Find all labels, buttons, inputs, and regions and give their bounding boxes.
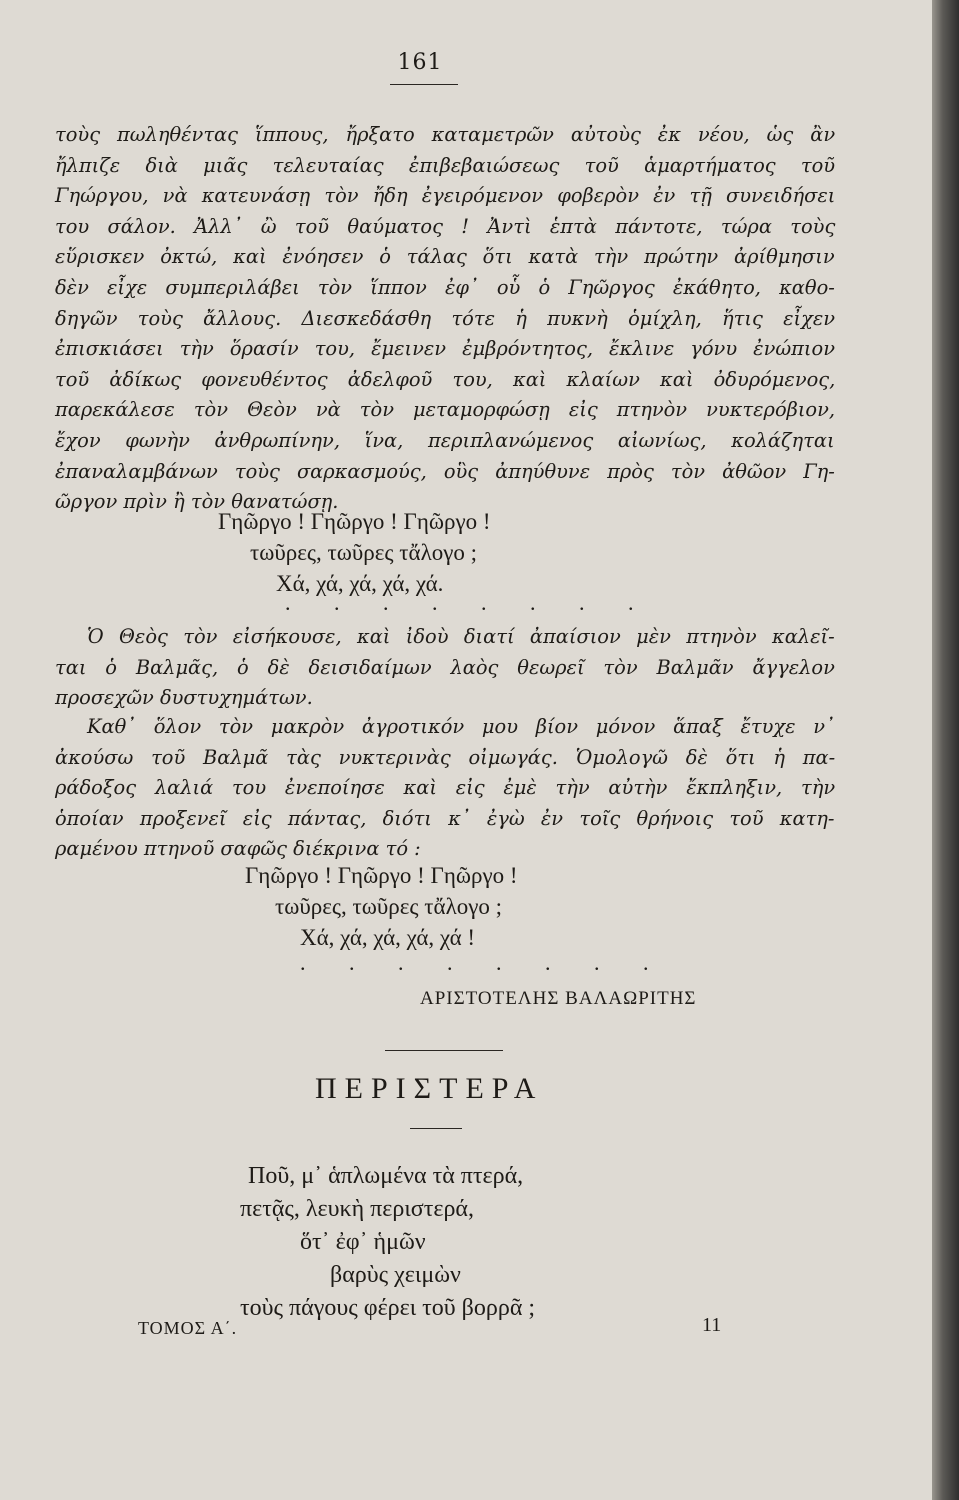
text-line: ἐπαναλαμβάνων τοὺς σαρκασμούς, οὓς ἀπηύθυνε πρὸς τὸν ἀθῶον Γη- xyxy=(55,459,835,483)
text-line: ράδοξος λαλιά του ἐνεποίησε καὶ εἰς ἐμὲ τὴν αὐτὴν ἔκπληξιν, τὴν xyxy=(55,776,836,800)
text-line: ῶργον πρὶν ἢ τὸν θανατώσῃ. xyxy=(55,490,339,514)
verse-line: τωῦρες, τωῦρες τἄλογο ; xyxy=(250,540,478,565)
page-number: 161 xyxy=(397,50,443,75)
text-line: προσεχῶν δυστυχημάτων. xyxy=(55,686,313,710)
author-signature: ΑΡΙΣΤΟΤΕΛΗΣ ΒΑΛΑΩΡΙΤΗΣ xyxy=(420,988,697,1009)
ellipsis-dots: . . . . . . . . xyxy=(300,950,668,975)
paragraph-2 xyxy=(55,622,835,714)
text-line: ἔχον φωνὴν ἀνθρωπίνην, ἵνα, περιπλανώμενος αἰωνίως, κολάζηται xyxy=(55,428,835,452)
verse-line: Χά, χά, χά, χά, χά ! xyxy=(300,925,476,950)
verse-line: τωῦρες, τωῦρες τἄλογο ; xyxy=(275,894,503,919)
verse-line: Γηῶργο ! Γηῶργο ! Γηῶργο ! xyxy=(218,509,491,534)
paragraph-1 xyxy=(55,120,835,518)
text-line: Γηώργου, νὰ κατευνάσῃ τὸν ἤδη ἐγειρόμενον φοβερὸν ἐν τῇ συνειδήσει xyxy=(55,184,836,208)
page-number-rule xyxy=(390,84,458,85)
poem-line: Ποῦ, μ᾿ ἁπλωμένα τὰ πτερά, xyxy=(248,1163,524,1189)
text-line: τοὺς πωληθέντας ἵππους, ἤρξατο καταμετρῶν αὐτοὺς ἐκ νέου, ὡς ἂν xyxy=(55,123,836,146)
text-line: ται ὁ Βαλμᾶς, ὁ δὲ δεισιδαίμων λαὸς θεωρεῖ τὸν Βαλμᾶν ἄγγελον xyxy=(55,655,835,679)
verse-line: Χά, χά, χά, χά, χά. xyxy=(276,571,444,596)
text-line: εὕρισκεν ὀκτώ, καὶ ἐνόησεν ὁ τάλας ὅτι κατὰ τὴν πρώτην ἀρίθμησιν xyxy=(55,245,835,269)
section-divider xyxy=(385,1050,503,1051)
text-line: ὁποίαν προξενεῖ εἰς πάντας, διότι κ᾿ ἐγὼ ἐν τοῖς θρήνοις τοῦ κατη- xyxy=(55,806,835,830)
refrain-verse-1 xyxy=(218,506,491,599)
verse-line: Γηῶργο ! Γηῶργο ! Γηῶργο ! xyxy=(245,863,518,888)
text-line: του σάλον. Ἀλλ᾿ ὢ τοῦ θαύματος ! Ἀντὶ ἑπτὰ πάντοτε, τώρα τοὺς xyxy=(55,214,836,238)
text-line: ἐπισκιάσει τὴν ὅρασίν του, ἔμεινεν ἐμβρόντητος, ἔκλινε γόνυ ἐνώπιον xyxy=(55,337,835,361)
ellipsis-dots: . . . . . . . . xyxy=(285,590,653,615)
poem-title: ΠΕΡΙΣΤΕΡΑ xyxy=(315,1072,544,1105)
volume-signature: ΤΟΜΟΣ Α΄. xyxy=(138,1318,238,1338)
poem-stanza xyxy=(240,1160,535,1325)
refrain-verse-2 xyxy=(245,860,518,953)
text-line: δὲν εἶχε συμπεριλάβει τὸν ἵππον ἐφ᾿ οὗ ὁ Γηῶργος ἐκάθητο, καθο- xyxy=(55,275,835,299)
poem-line: ὅτ᾿ ἐφ᾿ ἡμῶν xyxy=(300,1229,426,1255)
title-underline xyxy=(410,1128,462,1129)
text-line: ἤλπιζε διὰ μιᾶς τελευταίας ἐπιβεβαιώσεως τοῦ ἁμαρτήματος τοῦ xyxy=(55,153,836,177)
poem-line: τοὺς πάγους φέρει τοῦ βορρᾶ ; xyxy=(240,1295,536,1321)
text-line: τοῦ ἀδίκως φονευθέντος ἀδελφοῦ του, καὶ κλαίων καὶ ὀδυρόμενος, xyxy=(55,367,836,391)
text-line: παρεκάλεσε τὸν Θεὸν νὰ τὸν μεταμορφώσῃ εἰς πτηνὸν νυκτερόβιον, xyxy=(55,398,836,422)
text-line: ἀκούσω τοῦ Βαλμᾶ τὰς νυκτερινὰς οἰμωγάς. Ὁμολογῶ δὲ ὅτι ἡ πα- xyxy=(55,745,836,769)
paragraph-3 xyxy=(55,712,835,865)
text-line: ραμένου πτηνοῦ σαφῶς διέκρινα τό : xyxy=(55,837,421,861)
text-line: Καθ᾿ ὅλον τὸν μακρὸν ἀγροτικόν μου βίον μόνον ἅπαξ ἔτυχε ν᾿ xyxy=(87,715,835,738)
poem-line: βαρὺς χειμὼν xyxy=(330,1262,461,1288)
text-line: δηγῶν τοὺς ἄλλους. Διεσκεδάσθη τότε ἡ πυκνὴ ὁμίχλη, ἥτις εἶχεν xyxy=(55,306,836,330)
page-edge-shadow xyxy=(932,0,959,1500)
sheet-number: 11 xyxy=(702,1314,722,1336)
text-line: Ὁ Θεὸς τὸν εἰσήκουσε, καὶ ἰδοὺ διατί ἀπαίσιον μὲν πτηνὸν καλεῖ- xyxy=(87,625,835,648)
poem-line: πετᾷς, λευκὴ περιστερά, xyxy=(240,1196,474,1222)
